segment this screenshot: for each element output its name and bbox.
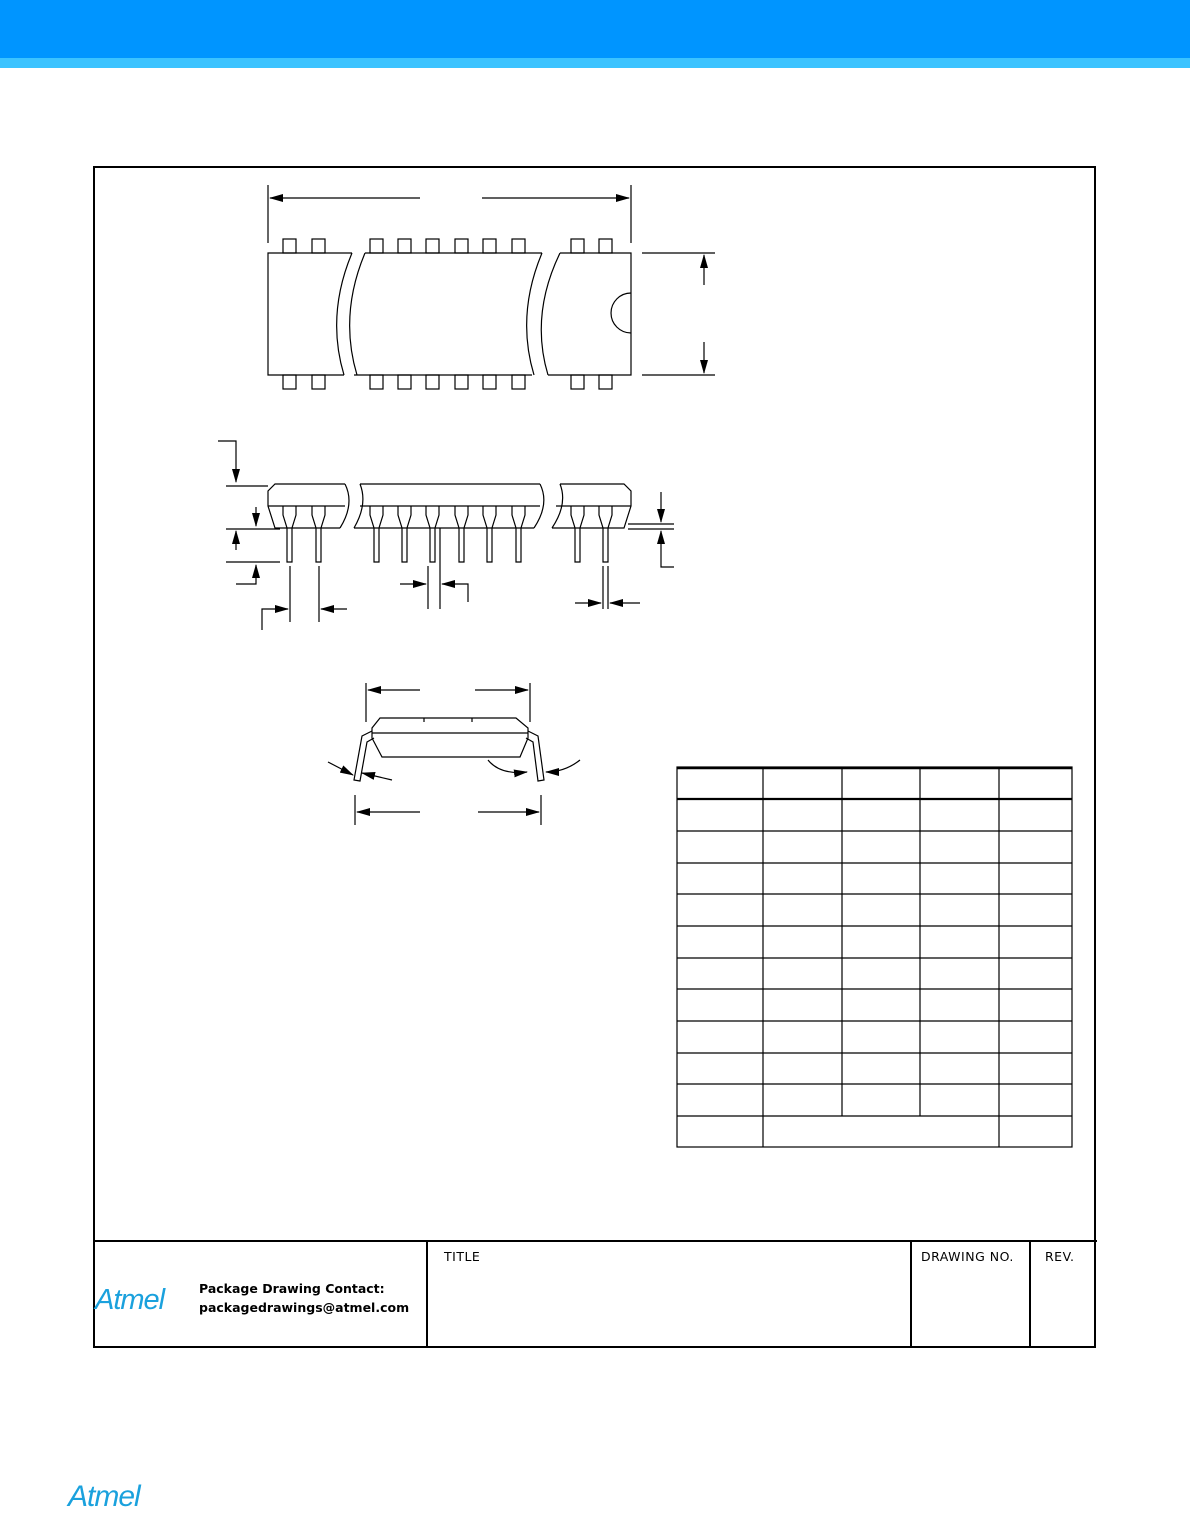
- revision-cell: [1031, 1242, 1095, 1348]
- revision-label: REV.: [1045, 1249, 1075, 1264]
- title-cell: [428, 1242, 912, 1348]
- title-label: TITLE: [444, 1249, 481, 1264]
- side-leads: [283, 506, 612, 562]
- contact-label: Package Drawing Contact:: [199, 1281, 385, 1296]
- top-pins-lower: [283, 375, 612, 389]
- top-pins-upper: [283, 239, 612, 253]
- top-view: [268, 185, 715, 389]
- contact-cell: [93, 1242, 428, 1348]
- drawing-number-cell: [912, 1242, 1031, 1348]
- contact-info: [199, 1279, 409, 1317]
- contact-email[interactable]: packagedrawings@atmel.com: [199, 1300, 410, 1315]
- drawing-number-label: DRAWING NO.: [921, 1249, 1014, 1264]
- side-view: [218, 441, 674, 630]
- dimension-table: [677, 767, 1072, 1147]
- end-view: [328, 683, 580, 825]
- atmel-logo: Atmel: [95, 1284, 165, 1316]
- footer-atmel-logo: Atmel: [68, 1480, 140, 1513]
- title-block: [93, 1240, 1097, 1348]
